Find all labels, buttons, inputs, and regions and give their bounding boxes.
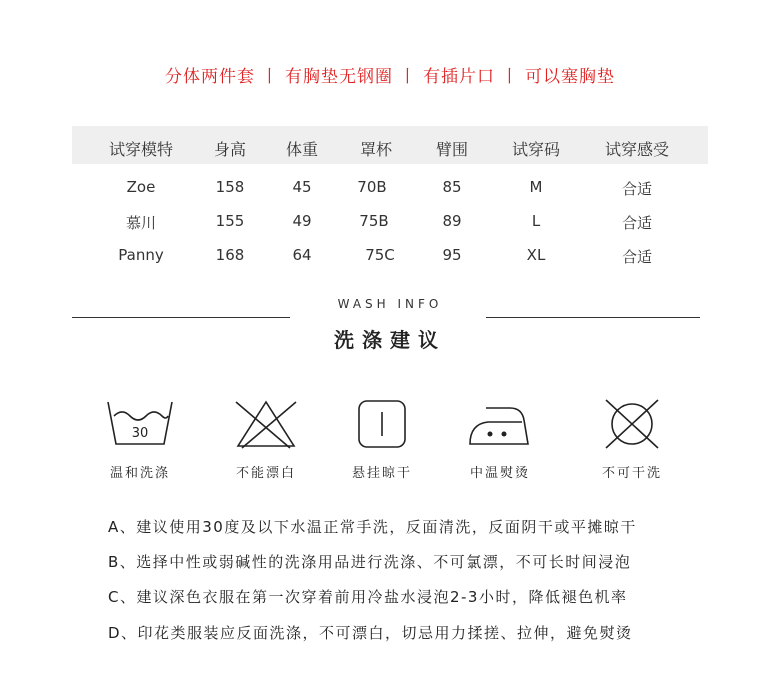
tagline-item: 有胸垫无钢圈 [285,67,393,87]
table-header: 罩杯 [359,140,392,159]
table-cell: 70B [357,178,387,196]
table-cell: 合适 [621,248,652,266]
wash-info-title-en: WASH INFO [337,297,443,311]
wash-note: A、建议使用30度及以下水温正常手洗，反面清洗，反面阴干或平摊晾干 [108,518,637,536]
table-cell: Zoe [126,178,156,196]
tagline-item: 可以塞胸垫 [525,67,615,87]
table-header: 体重 [285,140,318,159]
table-cell: 合适 [621,214,652,232]
table-cell: 155 [215,212,245,230]
iron-medium-icon [464,398,536,452]
table-cell: 45 [292,178,312,196]
table-cell: 64 [292,246,312,264]
table-header: 身高 [213,140,246,159]
tagline-separator: 丨 [501,67,519,87]
wash-icon-label: 不能漂白 [235,466,296,481]
wash-icon-label: 温和洗涤 [109,466,170,481]
table-cell: M [529,178,543,196]
wash-icon-label: 悬挂晾干 [351,466,412,481]
wash-note: C、建议深色衣服在第一次穿着前用冷盐水浸泡2-3小时，降低褪色机率 [108,588,628,606]
wash-info-title-cn: 洗涤建议 [334,328,446,352]
tagline-separator: 丨 [261,67,279,87]
tagline-item: 有插片口 [423,67,495,87]
table-header: 试穿模特 [108,140,173,159]
wash-temp-label: 30 [131,426,149,441]
no-bleach-icon [230,398,302,452]
table-cell: 158 [215,178,245,196]
table-cell: 75B [359,212,389,230]
table-header: 试穿感受 [604,140,669,159]
table-cell: 89 [442,212,462,230]
table-header: 试穿码 [511,140,560,159]
no-tumble-dry-icon [596,398,668,452]
wash-icon-label: 不可干洗 [601,466,662,481]
table-header: 臂围 [435,140,468,159]
tagline-separator: 丨 [399,67,417,87]
table-cell: 合适 [621,180,652,198]
divider-right [486,317,700,318]
tagline-item: 分体两件套 [165,67,255,87]
hang-dry-icon [346,398,418,452]
table-cell: XL [526,246,546,264]
table-cell: L [531,212,541,230]
wash-note: D、印花类服装应反面洗涤，不可漂白，切忌用力揉搓、拉伸，避免熨烫 [108,624,633,642]
divider-left [72,317,290,318]
table-cell: 95 [442,246,462,264]
wash-note: B、选择中性或弱碱性的洗涤用品进行洗涤、不可氯漂，不可长时间浸泡 [108,553,632,571]
product-tagline [0,62,780,87]
table-cell: Panny [118,246,164,264]
table-cell: 85 [442,178,462,196]
wash-tub-30-icon [104,398,176,452]
table-cell: 慕川 [125,214,156,232]
table-cell: 75C [365,246,395,264]
table-cell: 49 [292,212,312,230]
table-cell: 168 [215,246,245,264]
wash-icon-label: 中温熨烫 [469,466,530,481]
